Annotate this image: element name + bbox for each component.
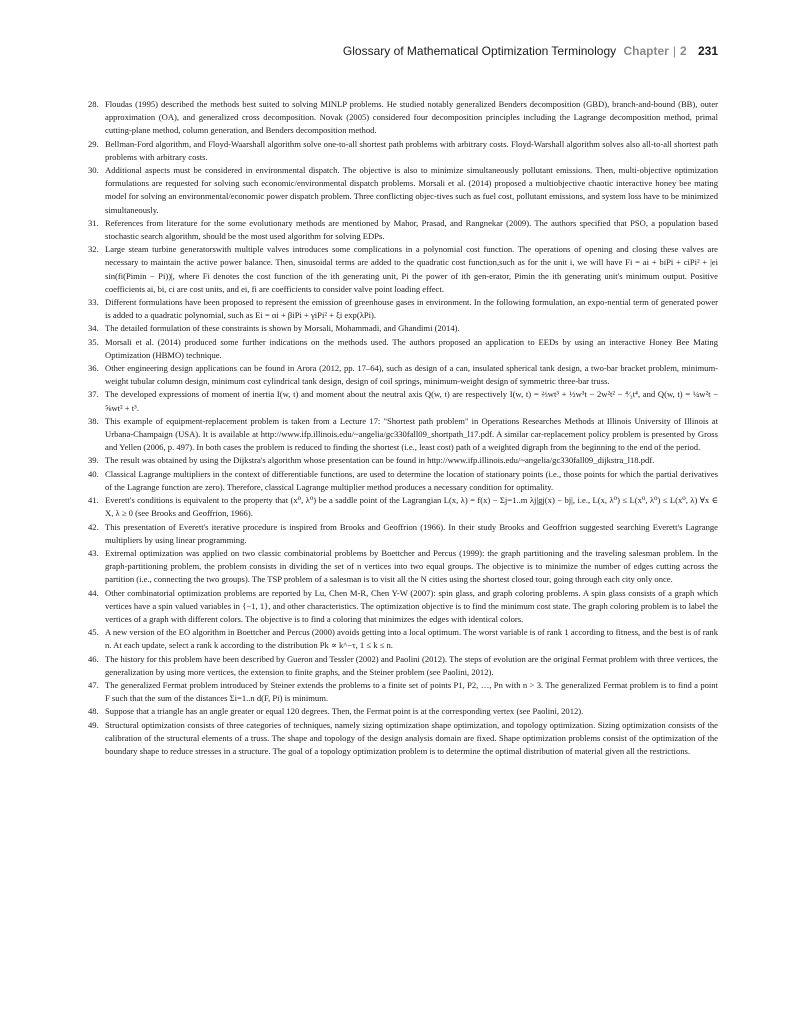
endnote-number: 49. (88, 719, 99, 730)
endnote-text: The developed expressions of moment of inertia I(w, t) and moment about the neutral axis Q(w, t) are respectively I(w, t) = ⅔wt³ + ½w³t − 2w²t² − ⁴⁄₃t⁴, and Q(w, t) = ¼w²t − ⅝wt² + t³. (105, 389, 718, 413)
endnote-item (88, 705, 718, 718)
endnote-item (88, 468, 718, 494)
endnote-number: 48. (88, 706, 99, 717)
chapter-number: 2 (679, 44, 687, 58)
endnote-item (88, 415, 718, 455)
endnote-item (88, 626, 718, 652)
endnote-item (88, 98, 718, 138)
endnote-item (88, 243, 718, 296)
header-separator: | (672, 44, 676, 58)
endnote-number: 33. (88, 297, 99, 308)
endnote-number: 39. (88, 455, 99, 466)
endnote-item (88, 336, 718, 362)
endnote-item (88, 164, 718, 217)
endnote-item (88, 547, 718, 587)
book-title: Glossary of Mathematical Optimization Terminology (342, 44, 617, 58)
page-number: 231 (697, 44, 718, 58)
endnote-number: 32. (88, 244, 99, 255)
endnote-text: The generalized Fermat problem introduced by Steiner extends the problems to a finite set of points P1, P2, …, Pn with n > 3. The generalized Fermat problem is to find a point F such that the sum of the distances Σi=1..n d(F, Pi) is minimum. (105, 679, 718, 704)
endnote-number: 28. (88, 99, 99, 109)
endnote-text: The result was obtained by using the Dijkstra's algorithm whose presentation can be found in http://www.ifp.illinois.edu/~angelia/gc330fall09_dijkstra_l18.pdf. (105, 455, 655, 466)
endnote-item (88, 362, 718, 388)
endnote-text: Everett's conditions is equivalent to the property that (x⁰, λ⁰) be a saddle point of the Lagrangian L(x, λ) = f(x) − Σj=1..m λj|gj(x) − bj|, i.e., L(x, λ⁰) ≤ L(x⁰, λ⁰) ≤ L(x⁰, λ) ∀x ∈ X, λ ≥ 0 (see Brooks and Geoffrion, 1966). (105, 495, 718, 519)
endnote-text: The history for this problem have been described by Gueron and Tessler (2002) and Paolini (2012). The steps of evolution are the original Fermat problem with three vertices, the generalization by using more vertices, the extension to finite graphs, and the Steiner problem (see Paolini, 2012). (105, 653, 718, 677)
endnote-item (88, 296, 718, 322)
endnote-text: Structural optimization consists of three categories of techniques, namely sizing optimization shape optimization, and topology optimization. Sizing optimization consists of the calibration of the structural elements of a truss. The shape and topology of the design analysis domain are fixed. Shape optimization problems consist of the optimization of the boundary shape to reduce stresses in a structure. The goal of a topology optimization problem is to determine the optimal distribution of material given all the restrictions. (105, 719, 718, 756)
endnote-text: Suppose that a triangle has an angle greater or equal 120 degrees. Then, the Fermat point is at the corresponding vertex (see Paolini, 2012). (105, 706, 584, 717)
chapter-label: Chapter (623, 44, 669, 58)
endnote-item (88, 587, 718, 627)
endnote-item (88, 138, 718, 164)
endnote-item (88, 322, 718, 335)
endnote-item (88, 494, 718, 520)
endnote-number: 34. (88, 323, 99, 334)
endnote-text: The detailed formulation of these constraints is shown by Morsali, Mohammadi, and Ghandimi (2014). (105, 323, 460, 334)
endnote-number: 30. (88, 165, 99, 176)
endnote-text: References from literature for the some evolutionary methods are mentioned by Mahor, Prasad, and Rangnekar (2009). The authors specified that PSO, a population based stochastic search algorithm, should be the most used algorithm for solving EDPs. (105, 217, 718, 242)
running-header (343, 44, 718, 58)
endnote-number: 29. (88, 138, 99, 149)
endnote-text: This example of equipment-replacement problem is taken from a Lecture 17: "Shortest path problem" in Operations Researches Methods at Illinois University of Illinois at Urbana-Champaign (USA). It is available at http://www.ifp.illinois.edu/~angelia/gc330fall09_shortpath_l17.pdf. A similar car-replacement policy problem is presented by Gross and Yellen (2006, p. 497). In both cases the problem is reduced to finding the shortest (i.e., least cost) path of a weighted digraph from the beginning to the end of the period. (105, 415, 718, 453)
endnote-number: 36. (88, 363, 99, 374)
endnote-text: Large steam turbine generatorswith multiple valves introduces some complications in a polynomial cost function. The operations of opening and closing these valves are necessary to maintain the active power balance. Then, sinusoidal terms are added to the quadratic cost function,such as for the unit i, we will have Fi = ai + biPi + ciPi² + |ei sin(fi(Pimin − Pi))|, where Fi denotes the cost function of the ith generating unit, Pi the power of ith gen-erator, Pimin the ith generating unit's minimum output. Positive coefficients ai, bi, ci are cost units, and ei, fi are coefficients to consider valve point loading effect. (105, 244, 718, 294)
endnote-text: This presentation of Everett's iterative procedure is inspired from Brooks and Geoffrion (1966). In their study Brooks and Geoffrion suggested searching Everett's Lagrange multipliers by using linear programming. (105, 521, 718, 545)
endnote-item (88, 679, 718, 705)
endnote-text: Bellman-Ford algorithm, and Floyd-Waarshall algorithm solve one-to-all shortest path problems with arbitrary costs. Floyd-Warshall algorithm solves also all-to-all shortest path problems with arbitrary costs. (105, 138, 718, 162)
endnote-number: 46. (88, 653, 99, 664)
endnote-item (88, 653, 718, 679)
endnote-number: 47. (88, 679, 99, 690)
endnote-number: 37. (88, 389, 99, 400)
endnote-number: 43. (88, 547, 99, 558)
endnote-text: A new version of the EO algorithm in Boettcher and Percus (2000) avoids getting into a local optimum. The worst variable is of rank 1 according to fitness, and the best is of rank n. At each update, select a rank k according to the distribution Pk ∝ k^−τ, 1 ≤ k ≤ n. (105, 627, 718, 651)
endnote-text: Additional aspects must be considered in environmental dispatch. The objective is also to minimize simultaneously pollutant emissions. Then, multi-objective optimization formulations are requested for solving such economic/environmental dispatch problems. Morsali et al. (2014) proposed a multiobjective chaotic interactive honey bee mating model for solving an environmental/economic power dispatch problem. Three conflicting objec-tives such as fuel cost, pollutant emissions, and system loss have to be minimized simultaneously. (105, 165, 718, 215)
endnote-text: Extremal optimization was applied on two classic combinatorial problems by Boettcher and Percus (1999): the graph partitioning and the traveling salesman problem. In the graph-partitioning problem, the problem consists in dividing the set of n vertices into two equal groups. The objective is to minimize the number of edges cutting across the partition (i.e., connecting the two groups). The TSP problem of a salesman is to visit all the N cities using the shortest closed tour, going through each city only once. (105, 547, 718, 585)
endnote-number: 45. (88, 627, 99, 638)
endnote-number: 31. (88, 217, 99, 228)
endnote-text: Different formulations have been proposed to represent the emission of greenhouse gases in environment. In the following formulation, an expo-nential term of generated power is added to a quadratic polynomial, such as Ei = αi + βiPi + γiPi² + ξi exp(λPi). (105, 297, 718, 321)
endnotes-list (88, 98, 718, 758)
endnote-number: 41. (88, 495, 99, 506)
endnote-text: Morsali et al. (2014) produced some further indications on the methods used. The authors proposed an application to EEDs by using an interactive Honey Bee Mating Optimization (HBMO) technique. (105, 336, 718, 360)
endnote-number: 42. (88, 521, 99, 532)
endnote-item (88, 521, 718, 547)
endnote-number: 38. (88, 415, 99, 426)
endnote-text: Other combinatorial optimization problems are reported by Lu, Chen M-R, Chen Y-W (2007): spin glass, and graph coloring problems. A spin glass consists of a graph which vertices have a spin valued variables in {−1, 1}, and other characteristics. The optimization objective is to find the minimum cost state. The graph coloring problem is to label the vertices of a graph with different colors. The objective is to find a coloring that minimizes the edges with identical colors. (105, 587, 718, 624)
endnote-number: 44. (88, 587, 99, 598)
endnote-number: 40. (88, 468, 99, 479)
endnote-text: Floudas (1995) described the methods best suited to solving MINLP problems. He studied notably generalized Benders decomposition (GBD), branch-and-bound (BB), outer approximation (OA), and generalized cross decomposition. Novak (2005) considered four decomposition principles including the Lagrange decomposition method, primal cutting-plane method, column generation, and Benders decomposition method. (105, 99, 718, 136)
endnote-item (88, 217, 718, 243)
endnote-text: Other engineering design applications can be found in Arora (2012, pp. 17–64), such as design of a can, insulated spherical tank design, a two-bar bracket problem, minimum-weight tubular column design, minimum cost cylindrical tank design, design of coil springs, minimum-weight design of symmetric three-bar truss. (105, 363, 718, 387)
endnote-text: Classical Lagrange multipliers in the context of differentiable functions, are used to determine the location of stationary points (i.e., those points for which the partial derivatives of the Lagrange function are zero). Therefore, classical Lagrange multiplier method produces a necessary condition for optimality. (105, 468, 718, 492)
endnote-item (88, 454, 718, 467)
endnote-item (88, 388, 718, 414)
endnote-item (88, 719, 718, 759)
endnote-number: 35. (88, 336, 99, 347)
